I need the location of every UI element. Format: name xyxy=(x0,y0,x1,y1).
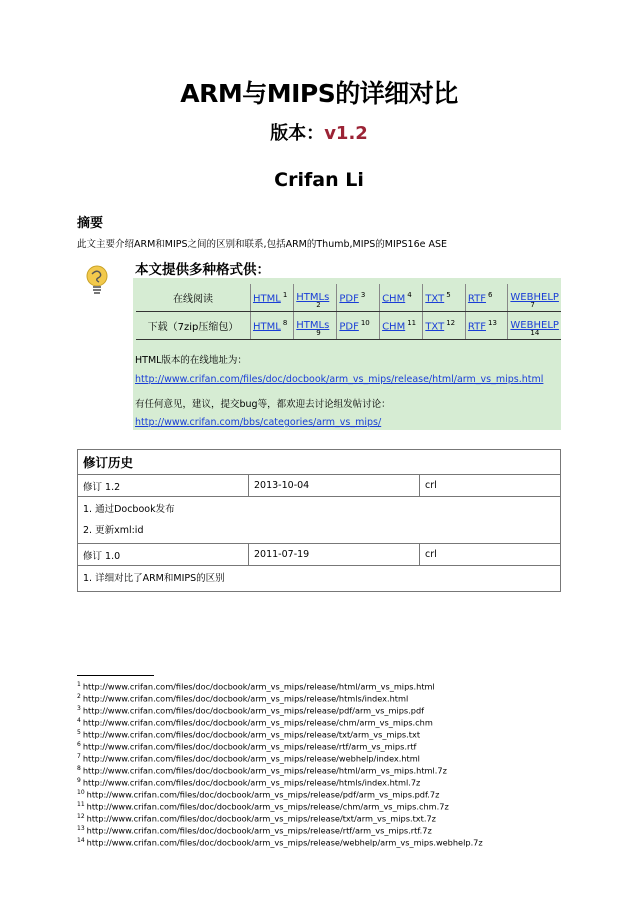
format-link-txt[interactable]: TXT xyxy=(425,321,445,333)
footnote-number: 14 xyxy=(77,837,85,845)
revision-items xyxy=(78,497,561,544)
footnote-item xyxy=(77,716,483,728)
footnote-item xyxy=(77,752,483,764)
format-link-webhelp[interactable]: WEBHELP xyxy=(510,320,559,331)
footnote-url: http://www.crifan.com/files/doc/docbook/arm_vs_mips/release/html/arm_vs_mips.html xyxy=(82,681,435,692)
document-title: ARM与MIPS的详细对比 xyxy=(180,79,458,108)
formats-row xyxy=(136,312,561,340)
online-url-link[interactable]: http://www.crifan.com/files/doc/docbook/arm_vs_mips/release/html/arm_vs_mips.html xyxy=(135,374,544,385)
footnote-url: http://www.crifan.com/files/doc/docbook/arm_vs_mips/release/html/arm_vs_mips.html.7z xyxy=(82,765,447,776)
revision-date: 2011-07-19 xyxy=(249,544,420,566)
footnote-ref: 4 xyxy=(407,290,412,299)
footnote-item xyxy=(77,788,483,800)
format-link-webhelp[interactable]: WEBHELP xyxy=(510,292,559,303)
format-link-rtf[interactable]: RTF xyxy=(467,293,487,305)
format-link-pdf[interactable]: PDF xyxy=(339,321,359,333)
format-link-txt[interactable]: TXT xyxy=(425,293,445,305)
footnote-item xyxy=(77,776,483,788)
footnote-item xyxy=(77,728,483,740)
feedback-label: 有任何意见，建议，提交bug等，都欢迎去讨论组发帖讨论： xyxy=(135,399,391,410)
footnote-ref: 14 xyxy=(530,329,540,337)
formats-row-label: 下载（7zip压缩包） xyxy=(136,312,250,340)
feedback-url-link[interactable]: http://www.crifan.com/bbs/categories/arm_vs_mips/ xyxy=(135,417,382,428)
revision-items-row xyxy=(78,566,561,592)
format-cell xyxy=(380,312,423,340)
formats-heading: 本文提供多种格式供： xyxy=(135,262,270,278)
format-link-html[interactable]: HTML xyxy=(252,293,281,305)
online-url-wrap xyxy=(135,374,543,385)
footnote-item xyxy=(77,704,483,716)
format-link-htmls[interactable]: HTMLs xyxy=(296,292,330,303)
footnote-url: http://www.crifan.com/files/doc/docbook/arm_vs_mips/release/htmls/index.html xyxy=(82,693,409,704)
footnote-number: 2 xyxy=(77,693,81,701)
format-cell xyxy=(250,284,293,312)
footnote-url: http://www.crifan.com/files/doc/docbook/arm_vs_mips/release/chm/arm_vs_mips.chm.7z xyxy=(86,802,449,813)
footnote-ref: 7 xyxy=(530,301,535,309)
footnote-number: 12 xyxy=(77,813,85,821)
revision-row xyxy=(78,544,561,566)
format-link-rtf[interactable]: RTF xyxy=(467,321,487,333)
footnote-ref: 12 xyxy=(446,318,456,327)
revision-item: 2. 更新xml:id xyxy=(83,525,144,536)
revision-author: crl xyxy=(420,544,561,566)
footnote-item xyxy=(77,800,483,812)
version-line xyxy=(0,119,638,145)
author-name: Crifan Li xyxy=(274,169,364,191)
revision-history-table xyxy=(77,449,561,592)
format-link-pdf[interactable]: PDF xyxy=(339,293,359,305)
footnote-url: http://www.crifan.com/files/doc/docbook/arm_vs_mips/release/htmls/index.html.7z xyxy=(82,777,421,788)
footnote-url: http://www.crifan.com/files/doc/docbook/arm_vs_mips/release/pdf/arm_vs_mips.pdf.7z xyxy=(86,790,440,801)
format-cell xyxy=(294,312,337,340)
format-cell xyxy=(294,284,337,312)
footnote-item xyxy=(77,836,483,848)
format-cell xyxy=(380,284,423,312)
revision-item: 1. 详细对比了ARM和MIPS的区别 xyxy=(83,573,225,584)
footnote-ref: 6 xyxy=(488,290,493,299)
format-cell xyxy=(508,284,561,312)
footnote-ref: 11 xyxy=(407,318,417,327)
footnote-number: 8 xyxy=(77,765,81,773)
revision-date: 2013-10-04 xyxy=(249,475,420,497)
footnote-url: http://www.crifan.com/files/doc/docbook/arm_vs_mips/release/txt/arm_vs_mips.txt.7z xyxy=(86,814,436,825)
footnote-url: http://www.crifan.com/files/doc/docbook/arm_vs_mips/release/txt/arm_vs_mips.txt xyxy=(82,729,421,740)
footnote-url: http://www.crifan.com/files/doc/docbook/arm_vs_mips/release/webhelp/arm_vs_mips.webhelp.7z xyxy=(86,838,483,849)
revision-item: 1. 通过Docbook发布 xyxy=(83,504,175,515)
footnote-url: http://www.crifan.com/files/doc/docbook/arm_vs_mips/release/chm/arm_vs_mips.chm xyxy=(82,717,433,728)
format-cell xyxy=(250,312,293,340)
footnote-ref: 8 xyxy=(282,318,288,327)
footnote-number: 9 xyxy=(77,777,81,785)
feedback-url-wrap xyxy=(135,417,381,428)
format-link-html[interactable]: HTML xyxy=(252,321,281,333)
footnote-item xyxy=(77,764,483,776)
footnote-divider xyxy=(77,675,154,676)
footnote-ref: 10 xyxy=(360,318,370,327)
revision-history-heading: 修订历史 xyxy=(78,450,561,475)
footnote-number: 11 xyxy=(77,801,85,809)
footnote-item xyxy=(77,812,483,824)
formats-row-label: 在线阅读 xyxy=(136,284,250,312)
footnote-number: 7 xyxy=(77,753,81,761)
footnote-url: http://www.crifan.com/files/doc/docbook/arm_vs_mips/release/webhelp/index.html xyxy=(82,753,420,764)
footnote-number: 13 xyxy=(77,825,85,833)
footnote-item xyxy=(77,824,483,836)
format-cell xyxy=(508,312,561,340)
footnote-ref: 9 xyxy=(316,329,321,337)
footnote-number: 5 xyxy=(77,729,81,737)
revision-author: crl xyxy=(420,475,561,497)
footnote-item xyxy=(77,740,483,752)
revision-items xyxy=(78,566,561,592)
revision-number: 修订 1.2 xyxy=(78,475,249,497)
formats-row xyxy=(136,284,561,312)
footnote-item xyxy=(77,680,483,692)
footnote-url: http://www.crifan.com/files/doc/docbook/arm_vs_mips/release/pdf/arm_vs_mips.pdf xyxy=(82,705,425,716)
format-link-chm[interactable]: CHM xyxy=(382,321,406,333)
footnote-number: 3 xyxy=(77,705,81,713)
footnote-url: http://www.crifan.com/files/doc/docbook/arm_vs_mips/release/rtf/arm_vs_mips.rtf xyxy=(82,741,417,752)
format-cell xyxy=(423,284,466,312)
revision-number: 修订 1.0 xyxy=(78,544,249,566)
footnote-number: 6 xyxy=(77,741,81,749)
revision-items-row xyxy=(78,497,561,544)
abstract-text: 此文主要介绍ARM和MIPS之间的区别和联系,包括ARM的Thumb,MIPS的MIPS16e ASE xyxy=(77,239,448,250)
online-label: HTML版本的在线地址为： xyxy=(135,355,247,366)
format-link-chm[interactable]: CHM xyxy=(382,293,406,305)
format-link-htmls[interactable]: HTMLs xyxy=(296,320,330,331)
footnote-url: http://www.crifan.com/files/doc/docbook/arm_vs_mips/release/rtf/arm_vs_mips.rtf.7z xyxy=(86,826,432,837)
format-cell xyxy=(337,312,380,340)
formats-table xyxy=(136,284,561,340)
footnote-ref: 3 xyxy=(360,290,366,299)
version-number: v1.2 xyxy=(324,123,368,144)
format-cell xyxy=(465,284,508,312)
note-icon xyxy=(86,265,108,295)
format-cell xyxy=(337,284,380,312)
footnotes xyxy=(77,680,483,848)
format-cell xyxy=(465,312,508,340)
footnote-number: 10 xyxy=(77,789,85,797)
footnote-ref: 13 xyxy=(488,318,497,327)
version-label: 版本： xyxy=(270,123,325,144)
footnote-number: 4 xyxy=(77,717,81,725)
footnote-ref: 1 xyxy=(282,290,288,299)
abstract-heading: 摘要 xyxy=(77,216,104,231)
footnote-ref: 5 xyxy=(446,290,451,299)
footnote-item xyxy=(77,692,483,704)
format-cell xyxy=(423,312,466,340)
footnote-number: 1 xyxy=(77,681,81,688)
revision-row xyxy=(78,475,561,497)
footnote-ref: 2 xyxy=(316,301,321,309)
